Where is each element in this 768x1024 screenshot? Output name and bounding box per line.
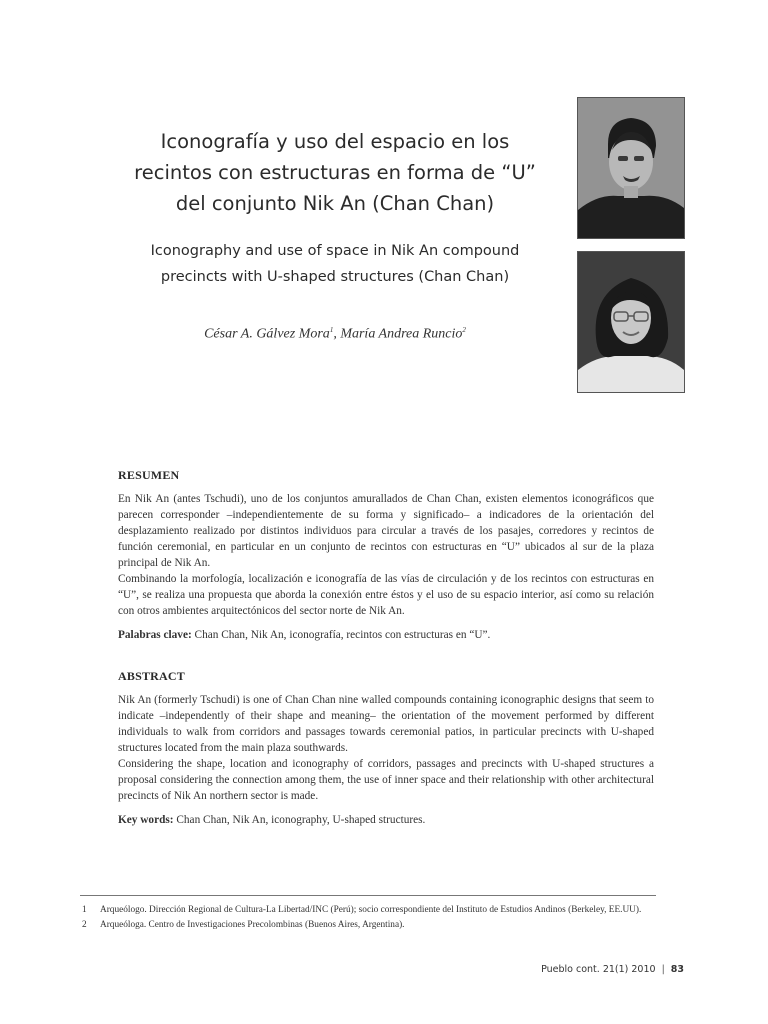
resumen-paragraph-2: Combinando la morfología, localización e iconografía de las vías de circulación y de los recintos con estructuras en “U”, se realiza una propuesta que aborda la conexión entre éstos y el uso de su espacio interior, así como su relación con otros ambientes arquitectónicos del sector norte de Nik An.	[118, 573, 654, 617]
abstract-section	[118, 668, 654, 828]
footnote-2-text: Arqueóloga. Centro de Investigaciones Precolombinas (Buenos Aires, Argentina).	[100, 920, 405, 930]
footnotes	[82, 904, 662, 934]
resumen-keywords	[118, 627, 654, 643]
footnote-2	[82, 919, 662, 932]
page-number: 83	[670, 964, 684, 975]
author-line	[120, 326, 550, 343]
abstract-keywords-label: Key words:	[118, 814, 174, 826]
footer-separator: |	[661, 964, 665, 975]
footnote-divider	[80, 895, 656, 896]
author-2-ref: 2	[462, 326, 466, 334]
journal-citation: Pueblo cont. 21(1) 2010	[541, 964, 656, 975]
resumen-paragraph-1: En Nik An (antes Tschudi), uno de los conjuntos amurallados de Chan Chan, existen elementos iconográficos que parecen corresponder –independientemente de su forma y significado– a indicadores de la orientación del desplazamiento realizado por distintos individuos para circular a través de los pasajes, corredores y recintos de función ceremonial, en particular en un conjunto de recintos con estructuras en “U” ubicados al sur de la plaza principal de Nik An.	[118, 493, 654, 569]
footnote-1-text: Arqueólogo. Dirección Regional de Cultura-La Libertad/INC (Perú); socio correspondiente del Instituto de Estudios Andinos (Berkeley, EE.UU).	[100, 905, 642, 915]
footnote-1	[82, 904, 662, 917]
abstract-heading: ABSTRACT	[118, 669, 185, 683]
author-2-photo	[577, 251, 685, 393]
author-1-photo	[577, 97, 685, 239]
resumen-section	[118, 467, 654, 643]
author-1-name: César A. Gálvez Mora	[204, 326, 330, 342]
abstract-paragraph-2: Considering the shape, location and iconography of corridors, passages and precincts with U-shaped structures a proposal considering the connection among them, the use of inner space and their relationship with other architectural precincts of Nik An northern sector is made.	[118, 758, 654, 802]
resumen-keywords-text: Chan Chan, Nik An, iconografía, recintos con estructuras en “U”.	[191, 629, 491, 641]
resumen-heading: RESUMEN	[118, 468, 180, 482]
author-portrait-icon	[578, 98, 684, 238]
author-1-ref: 1	[329, 326, 334, 334]
author-2-name: María Andrea Runcio	[340, 326, 463, 342]
author-portrait-icon	[578, 252, 684, 392]
page-footer	[541, 964, 684, 975]
title-english: Iconography and use of space in Nik An compound precincts with U-shaped structures (Chan Chan)	[150, 243, 520, 285]
footnote-1-number: 1	[82, 905, 87, 915]
author-separator: ,	[333, 326, 341, 342]
resumen-keywords-label: Palabras clave:	[118, 629, 192, 641]
abstract-keywords	[118, 812, 654, 828]
footnote-2-number: 2	[82, 920, 87, 930]
abstract-keywords-text: Chan Chan, Nik An, iconography, U-shaped structures.	[173, 814, 426, 826]
title-spanish: Iconografía y uso del espacio en los recintos con estructuras en forma de “U” del conjunto Nik An (Chan Chan)	[134, 130, 536, 215]
abstract-paragraph-1: Nik An (formerly Tschudi) is one of Chan Chan nine walled compounds containing iconographic designs that seem to indicate –independently of their shape and meaning– the orientation of the movement performed by different individuals to walk from corridors and passages towards ceremonial patios, in particular precincts with U-shaped structures located from the main plaza southwards.	[118, 694, 654, 754]
